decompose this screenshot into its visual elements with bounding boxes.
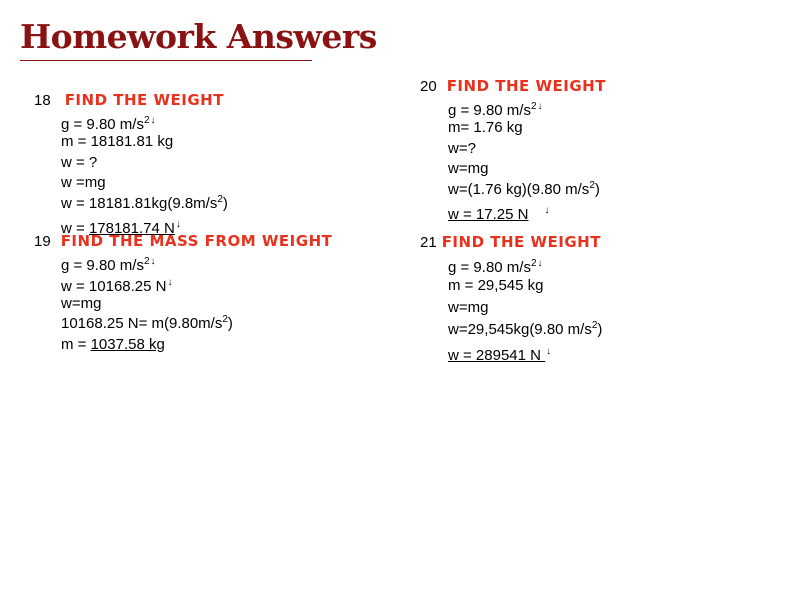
arrow-down-icon: ↓ [150,256,156,267]
problem-task-label: FIND THE WEIGHT [446,77,606,95]
solution-lines [61,252,332,356]
given-mass: m = 29,545 kg [448,277,544,294]
problem-number: 19 [34,233,51,250]
title-underline [20,60,312,61]
substitution: w=29,545kg(9.80 $m/s^2$) [448,320,603,338]
solution-lines [61,111,228,236]
given-mass: m = 18181.81 kg [61,132,174,150]
problem-heading [420,231,602,253]
problem-20 [420,75,606,222]
arrow-down-icon: ↓ [544,204,550,216]
arrow-down-icon: ↓ [537,258,543,269]
answer: m = 1037.58 kg [61,336,165,354]
solution-lines [448,253,602,363]
given-gravity: g = 9.80 $m/s^{2↓}$ [61,115,156,133]
problem-heading [34,89,228,111]
unknown-weight: w=? [448,139,476,157]
problem-number: 21 [420,234,437,251]
formula: w=mg [448,160,489,178]
formula: w=mg [61,294,102,312]
problem-task-label: FIND THE WEIGHT [64,91,224,109]
arrow-down-icon: ↓ [537,101,543,112]
problem-21 [420,231,602,363]
answer-value: 1037.58 kg [90,336,165,354]
given-gravity: g = 9.80 $m/s^{2↓}$ [448,101,543,119]
arrow-down-icon: ↓ [546,346,552,357]
problem-heading [34,230,332,252]
given-gravity: g = 9.80 $m/s^{2↓}$ [448,258,543,276]
problem-heading [420,75,606,97]
problem-number: 18 [34,92,51,109]
arrow-down-icon: ↓ [150,115,156,126]
answer [448,201,606,222]
problem-task-label: FIND THE MASS FROM WEIGHT [60,232,333,250]
arrow-down-icon: ↓ [167,276,173,288]
answer-value: w = 17.25 N [448,205,529,223]
answer [448,341,602,363]
arrow-down-icon: ↓ [175,218,181,230]
problem-18 [34,89,228,236]
given-weight: w = 10168.25 N↓ [61,276,173,295]
problem-task-label: FIND THE WEIGHT [441,233,601,251]
substitution: 10168.25 $N= m(9.80m/s^2)$ [61,314,233,333]
answer-value: w = 289541 N [448,347,546,364]
substitution: w=(1.76 kg)(9.80 $m/s^2$) [448,180,600,199]
problem-number: 20 [420,78,437,95]
substitution: $w = 18181.81kg(9.8m/s^2)$ [61,194,228,213]
page-title: Homework Answers [20,17,377,56]
answer-value: 178181.74 N [88,219,175,237]
given-mass: m= 1.76 kg [448,118,523,136]
given-gravity: g = 9.80 $m/s^{2↓}$ [61,256,156,274]
unknown-weight: w = ? [61,153,98,171]
problem-19 [34,230,332,356]
formula: w=mg [448,299,489,316]
answer: w = 178181.74 N↓ [61,218,181,237]
solution-lines [448,97,606,222]
formula: w =mg [61,174,106,192]
